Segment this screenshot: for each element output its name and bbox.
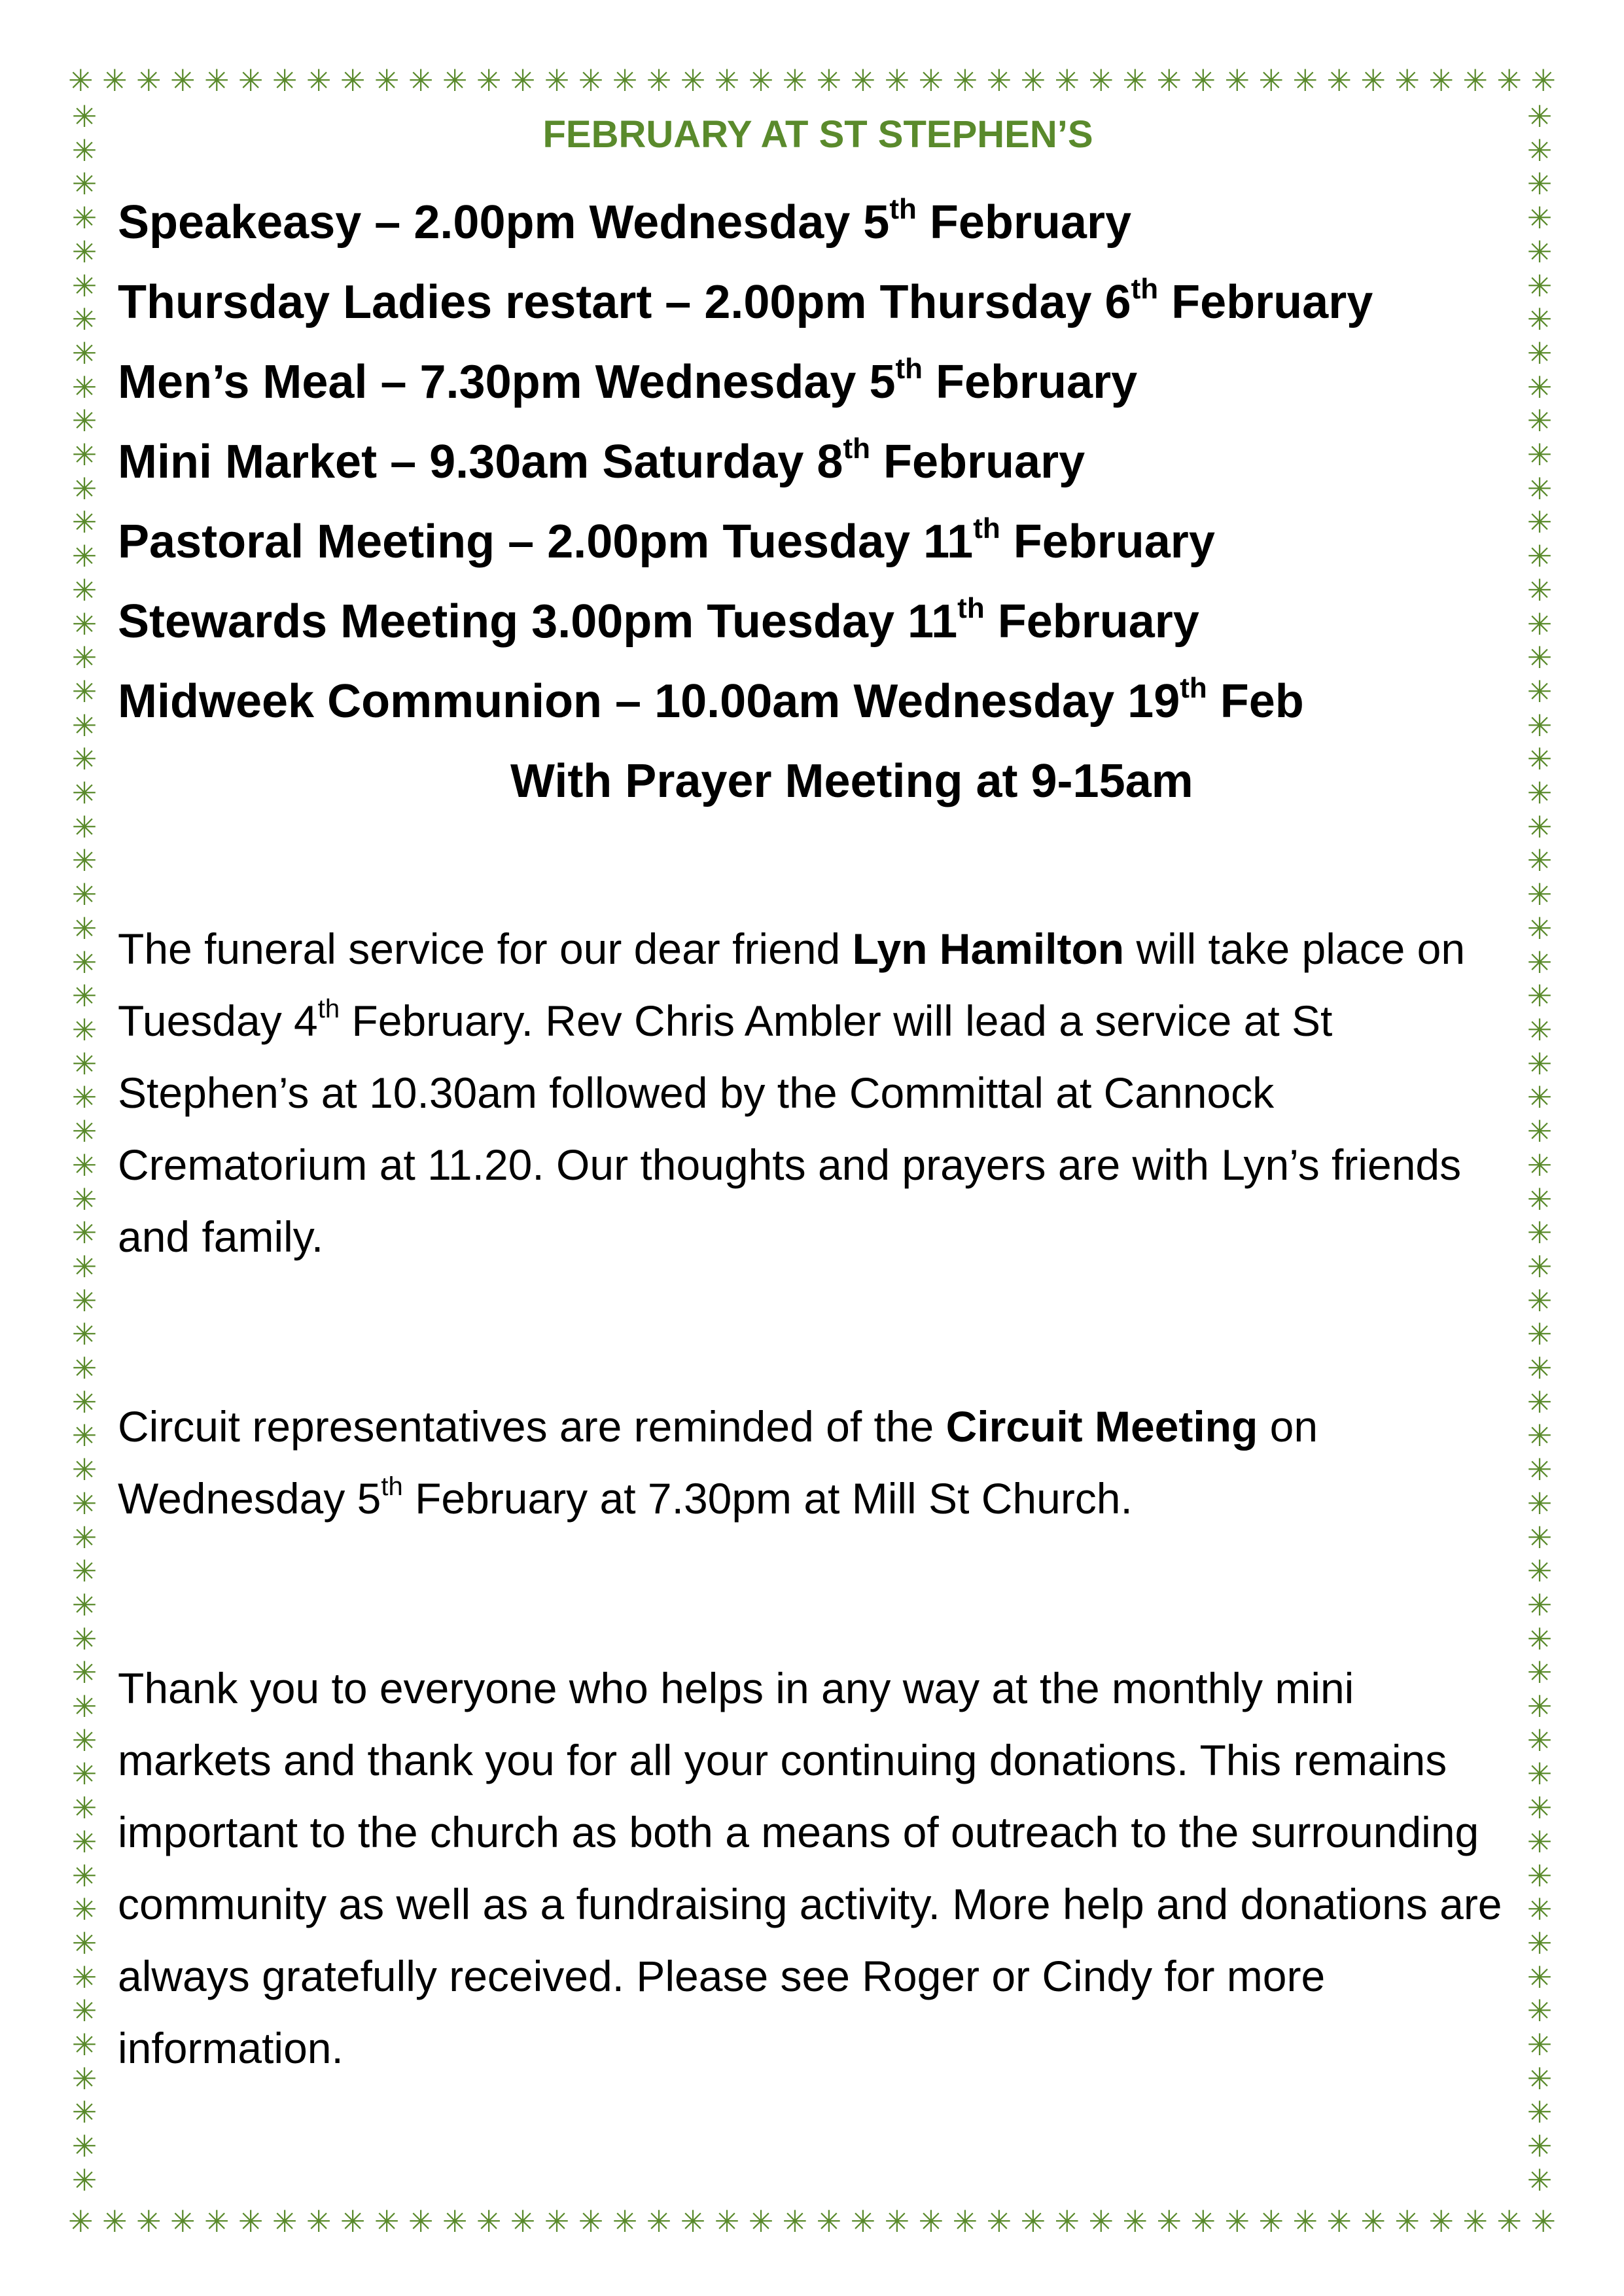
border-star-icon: ✳ [101,2204,128,2239]
event-month: February [916,196,1132,249]
border-star-icon: ✳ [306,2204,332,2239]
border-star-icon: ✳ [238,63,264,98]
border-star-icon: ✳ [71,1790,97,1826]
border-star-icon: ✳ [1527,1824,1553,1860]
border-star-icon: ✳ [986,63,1012,98]
event-text: Thursday Ladies restart – 2.00pm Thursday 6 [118,276,1131,328]
border-star-icon: ✳ [1190,2204,1216,2239]
border-star-icon: ✳ [1527,1621,1553,1657]
border-star-icon: ✳ [1527,2060,1553,2096]
border-star-icon: ✳ [1462,63,1488,98]
border-star-icon: ✳ [71,1316,97,1352]
event-suffix: th [895,353,923,385]
border-star-icon: ✳ [238,2204,264,2239]
border-star-icon: ✳ [578,2204,604,2239]
border-star-icon: ✳ [1020,2204,1046,2239]
border-star-icon: ✳ [612,2204,638,2239]
border-star-icon: ✳ [1527,1756,1553,1792]
border-star-icon: ✳ [1527,1722,1553,1758]
border-star-icon: ✳ [71,1722,97,1758]
border-star-icon: ✳ [952,63,978,98]
border-star-icon: ✳ [1527,1080,1553,1116]
border-star-icon: ✳ [1527,707,1553,743]
border-star-icon: ✳ [1360,2204,1386,2239]
border-star-icon: ✳ [1527,1418,1553,1454]
border-star-icon: ✳ [1527,2128,1553,2164]
border-star-icon: ✳ [1527,1993,1553,2029]
event-text: Stewards Meeting 3.00pm Tuesday 11 [118,595,958,648]
border-star-icon: ✳ [1527,200,1553,236]
event-text: Men’s Meal – 7.30pm Wednesday 5 [118,356,896,408]
border-star-icon: ✳ [1527,2027,1553,2063]
border-star-icon: ✳ [1428,2204,1454,2239]
border-star-icon: ✳ [340,63,366,98]
event-month: February [984,595,1199,648]
border-star-icon: ✳ [680,2204,706,2239]
event-suffix: th [973,512,1000,544]
border-star-icon: ✳ [1527,809,1553,845]
border-star-icon: ✳ [1527,369,1553,405]
border-star-icon: ✳ [850,63,876,98]
border-star-icon: ✳ [1527,1553,1553,1589]
event-line [118,342,1518,422]
border-star-icon: ✳ [135,63,162,98]
border-star-icon: ✳ [1527,1282,1553,1318]
event-month: February [1000,516,1215,568]
border-star-icon: ✳ [1527,2094,1553,2130]
border-star-icon: ✳ [1527,741,1553,777]
border-star-icon: ✳ [1527,2162,1553,2198]
event-line [118,662,1518,741]
border-star-icon: ✳ [71,1114,97,1150]
page-title: FEBRUARY AT ST STEPHEN’S [542,113,1093,156]
border-star-icon: ✳ [71,200,97,236]
border-star-icon: ✳ [1527,99,1553,134]
border-star-icon: ✳ [1527,1689,1553,1725]
border-star-icon: ✳ [1530,2204,1556,2239]
event-text: Speakeasy – 2.00pm Wednesday 5 [118,196,890,249]
border-star-icon: ✳ [374,2204,400,2239]
funeral-text: The funeral service for our dear friend [118,925,853,973]
border-star-icon: ✳ [408,2204,434,2239]
border-star-icon: ✳ [203,2204,230,2239]
border-star-icon: ✳ [71,606,97,642]
border-star-icon: ✳ [71,1689,97,1725]
border-star-icon: ✳ [1527,1046,1553,1082]
border-star-icon: ✳ [71,1418,97,1454]
border-star-icon: ✳ [1156,2204,1182,2239]
border-star-icon: ✳ [71,234,97,270]
border-star-icon: ✳ [1224,63,1250,98]
border-star-icon: ✳ [1020,63,1046,98]
border-star-icon: ✳ [71,2060,97,2096]
border-star-icon: ✳ [1527,1858,1553,1894]
border-star-icon: ✳ [71,1485,97,1521]
circuit-text: February at 7.30pm at Mill St Church. [402,1474,1133,1523]
border-star-icon: ✳ [71,1756,97,1792]
border-star-icon: ✳ [71,99,97,134]
border-star-icon: ✳ [71,640,97,676]
border-right [1523,99,1556,2198]
border-star-icon: ✳ [71,1351,97,1386]
event-text: Midweek Communion – 10.00am Wednesday 19 [118,675,1180,728]
border-star-icon: ✳ [71,707,97,743]
border-star-icon: ✳ [1527,572,1553,608]
border-star-icon: ✳ [408,63,434,98]
border-star-icon: ✳ [71,1046,97,1082]
border-star-icon: ✳ [1054,63,1080,98]
border-star-icon: ✳ [71,302,97,338]
border-star-icon: ✳ [1527,1452,1553,1488]
border-star-icon: ✳ [1292,63,1318,98]
border-star-icon: ✳ [578,63,604,98]
border-star-icon: ✳ [1527,234,1553,270]
border-star-icon: ✳ [71,1147,97,1183]
border-star-icon: ✳ [1527,1519,1553,1555]
border-star-icon: ✳ [1527,775,1553,811]
border-star-icon: ✳ [1527,606,1553,642]
border-star-icon: ✳ [884,2204,910,2239]
border-star-icon: ✳ [1527,910,1553,946]
border-star-icon: ✳ [476,2204,502,2239]
border-star-icon: ✳ [71,1993,97,2029]
border-star-icon: ✳ [71,1621,97,1657]
border-star-icon: ✳ [1258,63,1284,98]
border-star-icon: ✳ [71,944,97,980]
border-star-icon: ✳ [71,1282,97,1318]
event-suffix: th [843,433,871,465]
border-star-icon: ✳ [1527,843,1553,879]
funeral-text: February. Rev Chris Ambler will lead a service at St Stephen’s at 10.30am followed by the Committal at Cannock Crematorium at 11.20. Our thoughts and prayers are with Lyn’s friends and family. [118,997,1462,1261]
border-star-icon: ✳ [1527,335,1553,371]
border-star-icon: ✳ [1527,470,1553,506]
border-star-icon: ✳ [169,2204,196,2239]
border-star-icon: ✳ [1292,2204,1318,2239]
border-star-icon: ✳ [71,1248,97,1284]
border-star-icon: ✳ [71,166,97,202]
border-star-icon: ✳ [71,1181,97,1217]
event-month: February [1158,276,1373,328]
border-star-icon: ✳ [1527,1147,1553,1183]
border-star-icon: ✳ [1527,877,1553,913]
thanks-paragraph: Thank you to everyone who helps in any way at the monthly mini markets and thank you for all your continuing donations. This remains important to the church as both a means of outreach to the surrounding community as well as a fundraising activity. More help and donations are always gratefully received. Please see Roger or Cindy for more information. [118,1664,1502,2072]
notice-content [118,98,1518,2084]
border-star-icon: ✳ [1527,640,1553,676]
border-star-icon: ✳ [544,2204,570,2239]
border-star-icon: ✳ [169,63,196,98]
border-star-icon: ✳ [71,132,97,168]
border-top [68,65,1556,96]
event-suffix: th [957,592,985,624]
event-line [118,502,1518,582]
event-line [118,582,1518,662]
border-star-icon: ✳ [71,775,97,811]
border-star-icon: ✳ [1527,1114,1553,1150]
border-star-icon: ✳ [1054,2204,1080,2239]
border-star-icon: ✳ [748,2204,774,2239]
border-star-icon: ✳ [1360,63,1386,98]
funeral-suffix: th [317,995,340,1023]
border-star-icon: ✳ [1530,63,1556,98]
border-star-icon: ✳ [71,572,97,608]
border-star-icon: ✳ [71,843,97,879]
border-star-icon: ✳ [1527,1485,1553,1521]
border-star-icon: ✳ [714,63,740,98]
border-star-icon: ✳ [71,539,97,574]
border-star-icon: ✳ [71,437,97,473]
border-star-icon: ✳ [71,1892,97,1928]
border-star-icon: ✳ [1088,2204,1114,2239]
circuit-suffix: th [381,1472,403,1501]
border-star-icon: ✳ [1527,504,1553,540]
event-line [118,183,1518,262]
border-star-icon: ✳ [1527,1384,1553,1420]
border-star-icon: ✳ [612,63,638,98]
border-star-icon: ✳ [71,910,97,946]
border-star-icon: ✳ [1088,63,1114,98]
border-star-icon: ✳ [71,809,97,845]
border-star-icon: ✳ [306,63,332,98]
border-star-icon: ✳ [850,2204,876,2239]
border-star-icon: ✳ [1527,673,1553,709]
border-star-icon: ✳ [918,2204,944,2239]
border-star-icon: ✳ [952,2204,978,2239]
event-text: Mini Market – 9.30am Saturday 8 [118,436,843,488]
border-star-icon: ✳ [1496,2204,1522,2239]
border-star-icon: ✳ [918,63,944,98]
border-star-icon: ✳ [71,1553,97,1589]
border-star-icon: ✳ [442,63,468,98]
border-star-icon: ✳ [71,1858,97,1894]
border-star-icon: ✳ [340,2204,366,2239]
border-star-icon: ✳ [71,1655,97,1691]
event-suffix: th [1131,273,1159,305]
border-star-icon: ✳ [1527,1655,1553,1691]
circuit-paragraph [118,1390,1518,1534]
border-star-icon: ✳ [782,63,808,98]
border-left [68,99,101,2198]
border-star-icon: ✳ [1527,1892,1553,1928]
border-star-icon: ✳ [1527,1316,1553,1352]
border-star-icon: ✳ [782,2204,808,2239]
border-star-icon: ✳ [1496,63,1522,98]
funeral-text: will take place on Tuesday 4 [118,925,1466,1045]
border-star-icon: ✳ [1527,539,1553,574]
border-star-icon: ✳ [1156,63,1182,98]
border-star-icon: ✳ [101,63,128,98]
border-star-icon: ✳ [71,2094,97,2130]
border-star-icon: ✳ [1394,63,1420,98]
border-star-icon: ✳ [71,1080,97,1116]
border-star-icon: ✳ [71,1824,97,1860]
event-suffix: th [889,193,917,225]
event-line [118,422,1518,502]
border-star-icon: ✳ [71,1519,97,1555]
border-star-icon: ✳ [442,2204,468,2239]
border-star-icon: ✳ [71,403,97,439]
circuit-text: on Wednesday 5 [118,1402,1318,1523]
border-star-icon: ✳ [71,504,97,540]
border-star-icon: ✳ [203,63,230,98]
event-text: Pastoral Meeting – 2.00pm Tuesday 11 [118,516,974,568]
border-star-icon: ✳ [68,2204,94,2239]
border-star-icon: ✳ [71,268,97,304]
border-star-icon: ✳ [1394,2204,1420,2239]
border-star-icon: ✳ [1527,978,1553,1014]
border-star-icon: ✳ [510,63,536,98]
border-star-icon: ✳ [1122,2204,1148,2239]
border-star-icon: ✳ [748,63,774,98]
border-star-icon: ✳ [71,1215,97,1251]
border-star-icon: ✳ [1527,1959,1553,1995]
border-star-icon: ✳ [71,1012,97,1048]
border-star-icon: ✳ [816,63,842,98]
border-star-icon: ✳ [1527,166,1553,202]
event-month: February [870,436,1086,488]
border-star-icon: ✳ [510,2204,536,2239]
border-star-icon: ✳ [71,1587,97,1623]
border-star-icon: ✳ [135,2204,162,2239]
border-star-icon: ✳ [1527,132,1553,168]
border-star-icon: ✳ [71,2027,97,2063]
events-list [118,183,1518,821]
border-star-icon: ✳ [71,2162,97,2198]
border-star-icon: ✳ [1326,63,1352,98]
border-star-icon: ✳ [1190,63,1216,98]
border-star-icon: ✳ [544,63,570,98]
border-star-icon: ✳ [71,741,97,777]
border-star-icon: ✳ [71,1925,97,1961]
border-star-icon: ✳ [1527,1790,1553,1826]
border-star-icon: ✳ [1122,63,1148,98]
border-star-icon: ✳ [71,369,97,405]
border-star-icon: ✳ [816,2204,842,2239]
funeral-name: Lyn Hamilton [852,925,1125,973]
circuit-meeting-bold: Circuit Meeting [945,1402,1258,1451]
border-star-icon: ✳ [71,335,97,371]
border-star-icon: ✳ [680,63,706,98]
border-star-icon: ✳ [1527,437,1553,473]
prayer-meeting-line: With Prayer Meeting at 9-15am [510,755,1193,807]
border-star-icon: ✳ [1527,1248,1553,1284]
border-star-icon: ✳ [1527,268,1553,304]
border-star-icon: ✳ [714,2204,740,2239]
border-star-icon: ✳ [476,63,502,98]
border-star-icon: ✳ [1258,2204,1284,2239]
border-star-icon: ✳ [71,1384,97,1420]
border-star-icon: ✳ [1527,1012,1553,1048]
border-star-icon: ✳ [646,2204,672,2239]
border-star-icon: ✳ [1527,1215,1553,1251]
border-star-icon: ✳ [71,673,97,709]
border-star-icon: ✳ [68,63,94,98]
border-star-icon: ✳ [71,2128,97,2164]
border-star-icon: ✳ [884,63,910,98]
funeral-paragraph [118,913,1518,1273]
border-star-icon: ✳ [71,978,97,1014]
border-star-icon: ✳ [374,63,400,98]
border-star-icon: ✳ [1326,2204,1352,2239]
border-star-icon: ✳ [1428,63,1454,98]
border-star-icon: ✳ [71,1959,97,1995]
border-star-icon: ✳ [986,2204,1012,2239]
event-suffix: th [1180,672,1207,704]
border-star-icon: ✳ [1224,2204,1250,2239]
border-star-icon: ✳ [1527,1925,1553,1961]
event-month: Feb [1207,675,1304,728]
border-star-icon: ✳ [1527,403,1553,439]
event-month: February [923,356,1138,408]
border-star-icon: ✳ [1527,944,1553,980]
border-star-icon: ✳ [1527,1351,1553,1386]
border-star-icon: ✳ [646,63,672,98]
border-star-icon: ✳ [71,470,97,506]
border-star-icon: ✳ [1527,1587,1553,1623]
border-star-icon: ✳ [71,1452,97,1488]
border-star-icon: ✳ [272,2204,298,2239]
border-bottom [68,2204,1556,2239]
border-star-icon: ✳ [71,877,97,913]
border-star-icon: ✳ [272,63,298,98]
circuit-text: Circuit representatives are reminded of the [118,1402,946,1451]
event-line [118,262,1518,342]
border-star-icon: ✳ [1527,1181,1553,1217]
border-star-icon: ✳ [1527,302,1553,338]
border-star-icon: ✳ [1462,2204,1488,2239]
